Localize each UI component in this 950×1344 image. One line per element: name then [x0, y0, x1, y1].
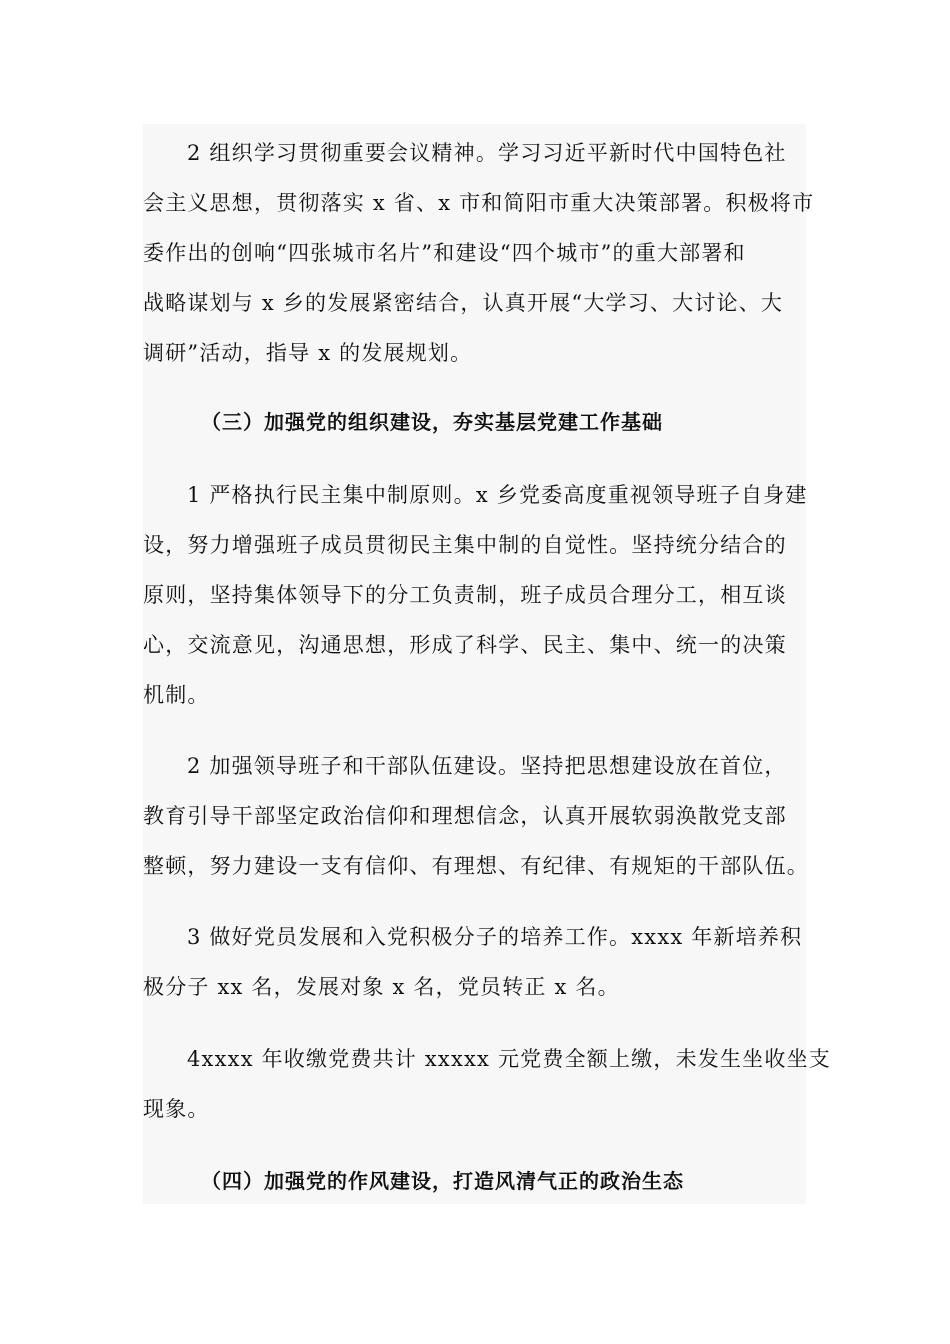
text-line: 2 组织学习贯彻重要会议精神。学习习近平新时代中国特色社: [187, 141, 787, 165]
text-line: 原则，坚持集体领导下的分工负责制，班子成员合理分工，相互谈: [143, 583, 787, 607]
text-line: 心，交流意见，沟通思想，形成了科学、民主、集中、统一的决策: [143, 633, 787, 657]
paragraph-party-dues: [143, 1034, 831, 1134]
text-line: 会主义思想，贯彻落实 x 省、x 市和简阳市重大决策部署。积极将市: [143, 191, 815, 215]
paragraph-leadership-team: [143, 741, 813, 891]
section-heading-work-style: （四）加强党的作风建设，打造风清气正的政治生态: [201, 1169, 684, 1193]
text-line: 1 严格执行民主集中制原则。x 乡党委高度重视领导班子自身建: [187, 483, 808, 507]
paragraph-member-development: [143, 912, 813, 1012]
text-line: 整顿，努力建设一支有信仰、有理想、有纪律、有规矩的干部队伍。: [143, 854, 809, 878]
text-line: 教育引导干部坚定政治信仰和理想信念，认真开展软弱涣散党支部: [143, 804, 787, 828]
text-line: 战略谋划与 x 乡的发展紧密结合，认真开展“大学习、大讨论、大: [143, 291, 784, 315]
text-line: 设，努力增强班子成员贯彻民主集中制的自觉性。坚持统分结合的: [143, 533, 787, 557]
paragraph-meeting-spirit: [143, 128, 813, 378]
text-line: 调研”活动，指导 x 的发展规划。: [143, 341, 473, 365]
text-line: 3 做好党员发展和入党积极分子的培养工作。xxxx 年新培养积: [187, 925, 803, 949]
section-heading-organization: （三）加强党的组织建设，夯实基层党建工作基础: [201, 410, 663, 434]
text-line: 2 加强领导班子和干部队伍建设。坚持把思想建设放在首位，: [187, 754, 787, 778]
text-line: 机制。: [143, 683, 210, 707]
text-line: 4xxxx 年收缴党费共计 xxxxx 元党费全额上缴，未发生坐收坐支: [187, 1047, 831, 1071]
text-line: 极分子 xx 名，发展对象 x 名，党员转正 x 名。: [143, 975, 620, 999]
text-line: 委作出的创响“四张城市名片”和建设“四个城市”的重大部署和: [143, 241, 746, 265]
paragraph-democratic-centralism: [143, 470, 813, 720]
text-line: 现象。: [143, 1097, 210, 1121]
